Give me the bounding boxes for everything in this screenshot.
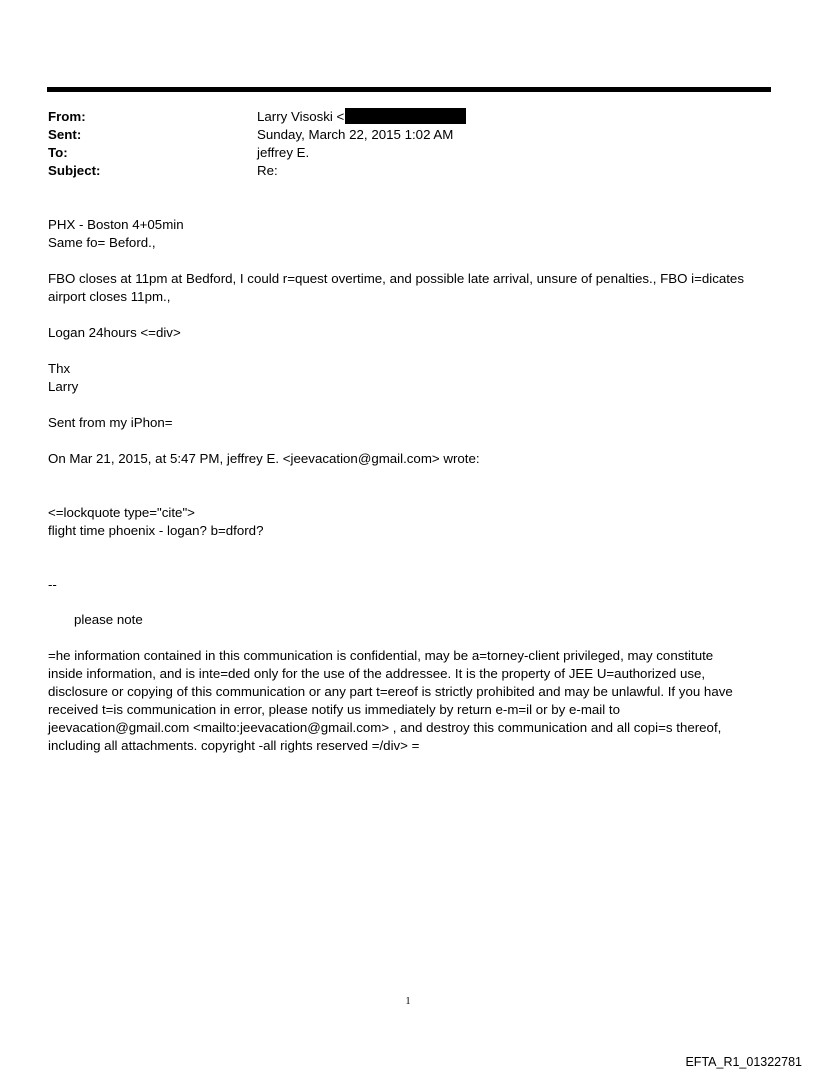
sent-value: Sunday, March 22, 2015 1:02 AM xyxy=(257,127,454,142)
disclaimer-line: =he information contained in this communication is confidential, may be a=torney-client privileged, may constitute xyxy=(48,648,714,663)
body-line: Thx xyxy=(48,361,71,376)
signature-separator: -- xyxy=(48,577,57,592)
to-value: jeffrey E. xyxy=(257,145,310,160)
disclaimer-line: inside information, and is inte=ded only for the use of the addressee. It is the property of JEE U=authorized use, xyxy=(48,666,706,681)
to-label: To: xyxy=(48,145,68,160)
subject-label: Subject: xyxy=(48,163,101,178)
body-line: Same fo= Beford., xyxy=(48,235,156,250)
document-id: EFTA_R1_01322781 xyxy=(685,1055,802,1069)
quote-attribution: On Mar 21, 2015, at 5:47 PM, jeffrey E. <jeevacation@gmail.com> wrote: xyxy=(48,451,480,466)
sender-name: Larry Visoski < xyxy=(257,109,345,124)
disclaimer-line: disclosure or copying of this communication or any part t=ereof is strictly prohibited and may be unlawful. If you have xyxy=(48,684,733,699)
header-rule xyxy=(47,87,771,92)
body-line: Sent from my iPhon= xyxy=(48,415,173,430)
body-line: PHX - Boston 4+05min xyxy=(48,217,184,232)
quoted-message: flight time phoenix - logan? b=dford? xyxy=(48,523,264,538)
from-value xyxy=(257,108,466,126)
page-number: 1 xyxy=(405,996,411,1007)
disclaimer-line: received t=is communication in error, please notify us immediately by return e-m=il or by e-mail to xyxy=(48,702,620,717)
body-line: FBO closes at 11pm at Bedford, I could r=quest overtime, and possible late arrival, unsure of penalties., FBO i=dicates xyxy=(48,271,744,286)
sent-label: Sent: xyxy=(48,127,82,142)
from-label: From: xyxy=(48,109,86,124)
body-line: Logan 24hours <=div> xyxy=(48,325,181,340)
disclaimer-line: jeevacation@gmail.com <mailto:jeevacation@gmail.com> , and destroy this communication and all copi=s thereof, xyxy=(48,720,722,735)
disclaimer-heading: please note xyxy=(74,612,143,627)
redaction-bar xyxy=(345,108,466,124)
disclaimer-line: including all attachments. copyright -all rights reserved =/div> = xyxy=(48,738,420,753)
body-line: <=lockquote type="cite"> xyxy=(48,505,195,520)
body-line: airport closes 11pm., xyxy=(48,289,171,304)
body-line: Larry xyxy=(48,379,79,394)
subject-value: Re: xyxy=(257,163,278,178)
